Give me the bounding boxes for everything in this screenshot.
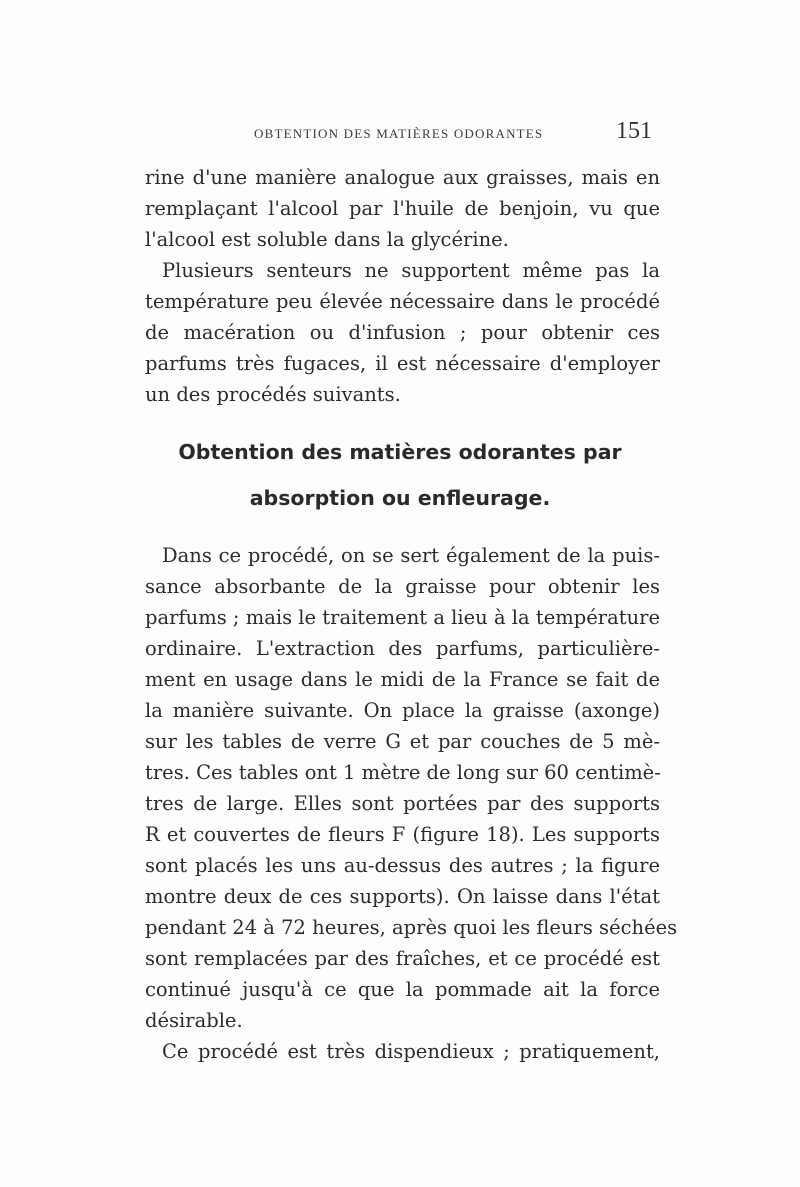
text-line: parfums très fugaces, il est nécessaire d'employer bbox=[145, 352, 660, 375]
page-number: 151 bbox=[616, 118, 652, 144]
text-line: sur les tables de verre G et par couches de 5 mè- bbox=[145, 730, 660, 753]
text-line: ment en usage dans le midi de la France se fait de bbox=[145, 668, 660, 691]
text-line: pendant 24 à 72 heures, après quoi les fleurs séchées bbox=[145, 916, 678, 939]
text-line: la manière suivante. On place la graisse (axonge) bbox=[145, 699, 660, 722]
text-line: l'alcool est soluble dans la glycérine. bbox=[145, 228, 509, 251]
text-line: R et couvertes de fleurs F (figure 18). Les supports bbox=[145, 823, 660, 846]
text-line: tres de large. Elles sont portées par des supports bbox=[145, 792, 660, 815]
text-line: Plusieurs senteurs ne supportent même pas la bbox=[162, 259, 660, 282]
text-line: un des procédés suivants. bbox=[145, 383, 401, 406]
text-line: température peu élevée nécessaire dans le procédé bbox=[145, 290, 660, 313]
text-line: de macération ou d'infusion ; pour obtenir ces bbox=[145, 321, 660, 344]
running-title: OBTENTION DES MATIÈRES ODORANTES bbox=[254, 126, 544, 141]
section-heading-line-2: absorption ou enfleurage. bbox=[249, 486, 551, 510]
text-line: désirable. bbox=[145, 1009, 243, 1032]
text-line: continué jusqu'à ce que la pommade ait la force bbox=[145, 978, 660, 1001]
text-line: Dans ce procédé, on se sert également de la puis- bbox=[162, 544, 660, 567]
text-line: remplaçant l'alcool par l'huile de benjoin, vu que bbox=[145, 197, 660, 220]
text-line: rine d'une manière analogue aux graisses, mais en bbox=[145, 166, 660, 189]
text-line: sont remplacées par des fraîches, et ce procédé est bbox=[145, 947, 660, 970]
text-line: ordinaire. L'extraction des parfums, particulière- bbox=[145, 637, 660, 660]
text-line: parfums ; mais le traitement a lieu à la température bbox=[145, 606, 660, 629]
running-head bbox=[0, 118, 800, 146]
text-line: sont placés les uns au-dessus des autres ; la figure bbox=[145, 854, 660, 877]
text-line: Ce procédé est très dispendieux ; pratiquement, bbox=[162, 1040, 660, 1063]
section-heading-line-1: Obtention des matières odorantes par bbox=[178, 440, 622, 464]
text-line: tres. Ces tables ont 1 mètre de long sur 60 centimè- bbox=[145, 761, 661, 784]
text-line: sance absorbante de la graisse pour obtenir les bbox=[145, 575, 660, 598]
text-line: montre deux de ces supports). On laisse dans l'état bbox=[145, 885, 660, 908]
